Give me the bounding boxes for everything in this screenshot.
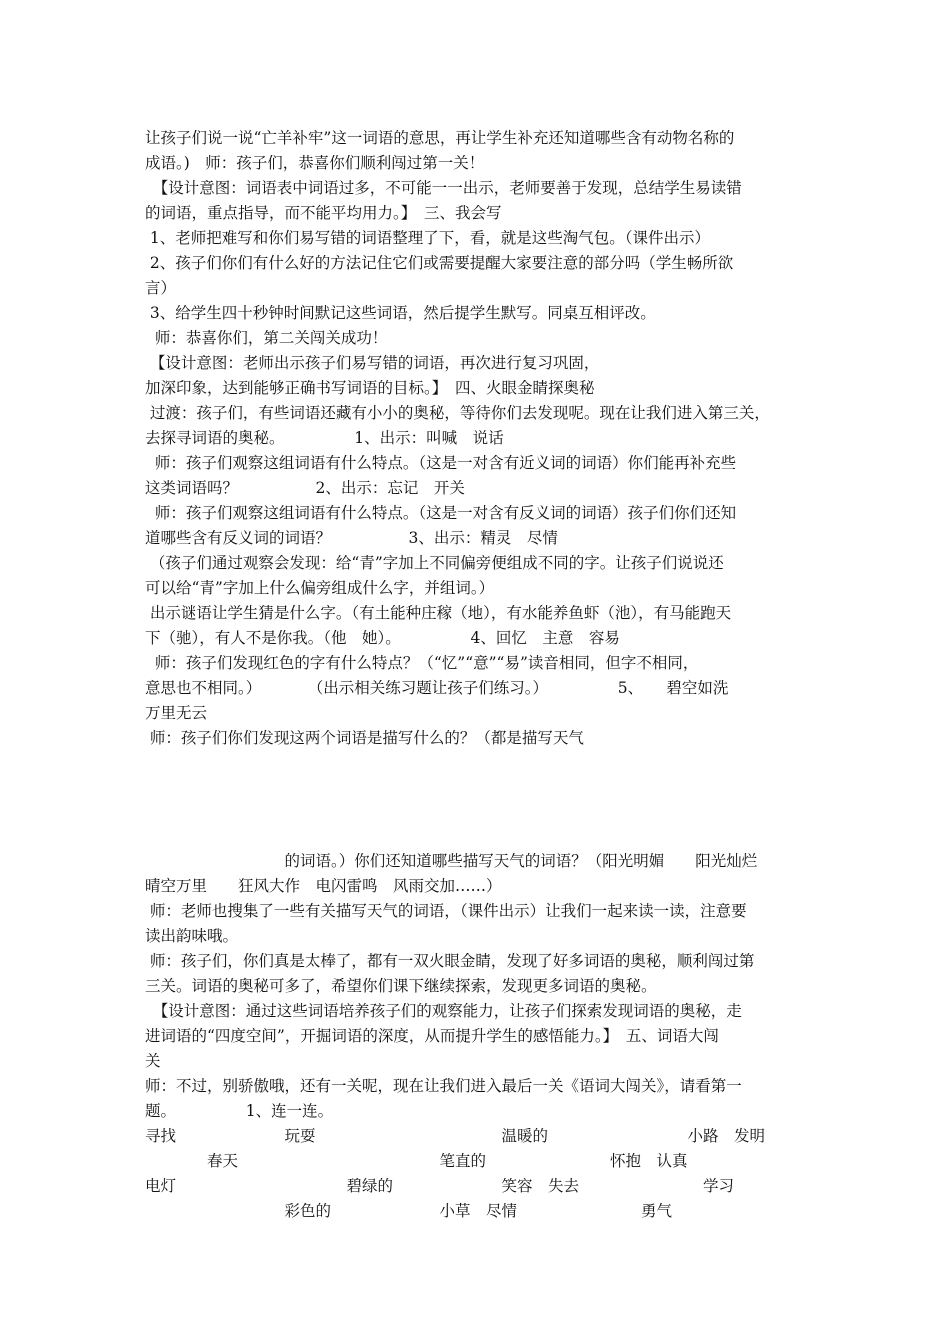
text-line: 出示谜语让学生猜是什么字。（有土能种庄稼（地），有水能养鱼虾（池），有马能跑天 [145, 604, 732, 622]
text-line: 师：孩子们观察这组词语有什么特点。（这是一对含有反义词的词语）孩子们你们还知 [145, 504, 737, 522]
text-line: 师：老师也搜集了一些有关描写天气的词语，（课件出示）让我们一起来读一读，注意要 [145, 902, 747, 920]
text-line: 3、给学生四十秒钟时间默记这些词语，然后提学生默写。同桌互相评改。 [145, 304, 656, 322]
text-line: 2、孩子们你们有什么好的方法记住它们或需要提醒大家要注意的部分吗（学生畅所欲 [145, 254, 734, 272]
text-line: （孩子们通过观察会发现：给“青”字加上不同偏旁便组成不同的字。让孩子们说说还 [145, 554, 724, 572]
text-line: 晴空万里 狂风大作 电闪雷鸣 风雨交加……） [145, 877, 502, 895]
design-intent-note: 【设计意图：老师出示孩子们易写错的词语，再次进行复习巩固， [145, 354, 600, 372]
word-match-row: 春天 笔直的 怀抱 认真 [145, 1152, 688, 1170]
text-line: 道哪些含有反义词的词语？ 3、出示：精灵 尽情 [145, 529, 558, 547]
text-line: 成语。) 师：孩子们，恭喜你们顺利闯过第一关！ [145, 154, 485, 172]
design-intent-note: 【设计意图：通过这些词语培养孩子们的观察能力，让孩子们探索发现词语的奥秘，走 [145, 1002, 742, 1020]
text-line: 读出韵味哦。 [145, 927, 239, 945]
text-line: 意思也不相同。） （出示相关练习题让孩子们练习。） 5、 碧空如洗 [145, 679, 729, 697]
design-intent-note: 【设计意图：词语表中词语过多，不可能一一出示，老师要善于发现，总结学生易读错 [145, 179, 742, 197]
text-line: 这类词语吗？ 2、出示：忘记 开关 [145, 479, 465, 497]
word-match-row: 寻找 玩耍 温暖的 小路 发明 [145, 1127, 766, 1145]
text-line: 言） [145, 279, 177, 297]
text-line: 1、老师把难写和你们易写错的词语整理了下，看，就是这些淘气包。（课件出示） [145, 229, 711, 247]
text-line: 师：不过，别骄傲哦，还有一关呢，现在让我们进入最后一关《语词大闯关》，请看第一 [145, 1077, 742, 1095]
text-line: 师：孩子们观察这组词语有什么特点。（这是一对含有近义词的词语）你们能再补充些 [145, 454, 737, 472]
text-line: 题。 1、连一连。 [145, 1102, 334, 1120]
text-line: 加深印象，达到能够正确书写词语的目标。】 四、火眼金睛探奥秘 [145, 379, 595, 397]
text-line: 过渡：孩子们，有些词语还藏有小小的奥秘，等待你们去发现呢。现在让我们进入第三关， [145, 404, 770, 422]
text-line: 关 [145, 1052, 161, 1070]
text-line: 万里无云 [145, 704, 208, 722]
text-line: 师：恭喜你们，第二关闯关成功！ [145, 329, 388, 347]
text-line: 师：孩子们你们发现这两个词语是描写什么的？（都是描写天气 [145, 729, 584, 747]
text-line: 去探寻词语的奥秘。 1、出示：叫喊 说话 [145, 429, 504, 447]
text-line: 进词语的“四度空间”，开掘词语的深度，从而提升学生的感悟能力。】 五、词语大闯 [145, 1027, 719, 1045]
text-line: 三关。词语的奥秘可多了，希望你们课下继续探索，发现更多词语的奥秘。 [145, 977, 657, 995]
text-line: 让孩子们说一说“亡羊补牢”这一词语的意思，再让学生补充还知道哪些含有动物名称的 [145, 129, 735, 147]
word-match-row: 电灯 碧绿的 笑容 失去 学习 [145, 1177, 735, 1195]
text-line: 师：孩子们发现红色的字有什么特点？（“忆”“意”“易”读音相同，但字不相同， [145, 654, 699, 672]
text-line: 的词语，重点指导，而不能平均用力。】 三、我会写 [145, 204, 502, 222]
text-line: 可以给“青”字加上什么偏旁组成什么字，并组词。） [145, 579, 495, 597]
text-line: 师：孩子们，你们真是太棒了，都有一双火眼金睛，发现了好多词语的奥秘，顺利闯过第 [145, 952, 755, 970]
text-line: 下（驰），有人不是你我。（他 她）。 4、回忆 主意 容易 [145, 629, 620, 647]
word-match-row: 彩色的 小草 尽情 勇气 [145, 1202, 673, 1220]
text-line: 的词语。）你们还知道哪些描写天气的词语？（阳光明媚 阳光灿烂 [145, 852, 758, 870]
